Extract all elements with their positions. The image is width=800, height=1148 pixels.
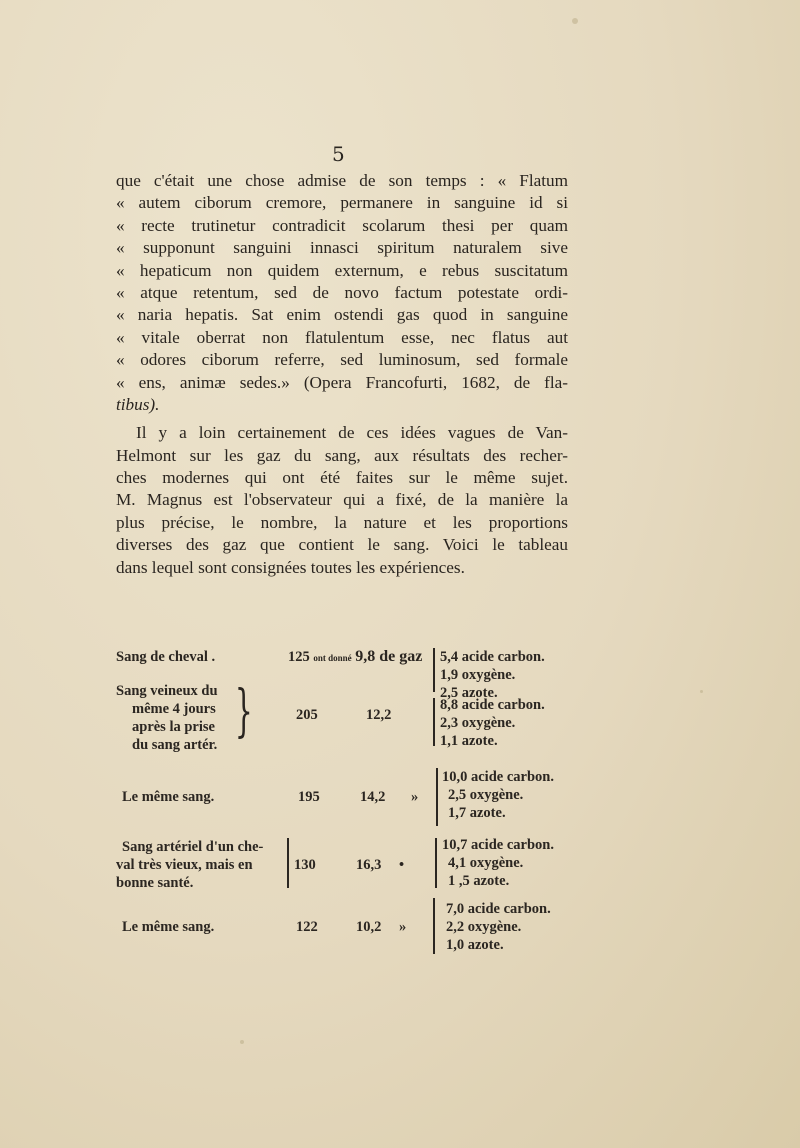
- composition-line: 8,8 acide carbon.: [440, 697, 545, 713]
- row-label-line: Sang de cheval .: [116, 649, 216, 665]
- composition-cell: [440, 648, 545, 702]
- row-divider: [433, 698, 435, 746]
- table-row-label: [116, 682, 218, 754]
- text-line: « vitale oberrat non flatulentum esse, nec flatus aut: [116, 327, 568, 347]
- composition-line: 10,7 acide carbon.: [442, 837, 554, 853]
- text-line: « autem ciborum cremore, permanere in sanguine id si: [116, 193, 568, 213]
- table-row-label: [122, 788, 214, 806]
- row-divider: [287, 838, 289, 888]
- volume-value: 195: [298, 789, 320, 805]
- composition-line: 2,2 oxygène.: [446, 919, 522, 935]
- row-label-line: après la prise: [132, 719, 215, 735]
- row-label-line: Sang veineux du: [116, 683, 218, 699]
- body-text: [116, 170, 568, 579]
- table-row-label: [116, 648, 215, 666]
- composition-line: 7,0 acide carbon.: [446, 901, 551, 917]
- text-line: « ens, animæ sedes.» (Opera Francofurti, 1682, de fla-: [116, 372, 568, 392]
- text-line: « atque retentum, sed de novo factum potestate ordi-: [116, 282, 568, 302]
- paper-speck: [240, 1040, 244, 1044]
- text-line: « recte trutinetur contradicit scolarum thesi per quam: [116, 215, 568, 235]
- table-row-label: [122, 918, 214, 936]
- row-divider: [435, 838, 437, 888]
- gas-value: 16,3 •: [356, 857, 405, 873]
- row-divider: [436, 768, 438, 826]
- composition-line: 1,0 azote.: [446, 937, 504, 953]
- row-label-line: du sang artér.: [132, 737, 218, 753]
- text-line: « hepaticum non quidem externum, e rebus suscitatum: [116, 260, 568, 280]
- text-line: « naria hepatis. Sat enim ostendi gas quod in sanguine: [116, 305, 568, 325]
- composition-line: 4,1 oxygène.: [448, 855, 524, 871]
- composition-cell: [442, 836, 554, 890]
- text-line: ches modernes qui ont été faites sur le même sujet.: [116, 468, 568, 488]
- page-number: 5: [332, 142, 345, 166]
- composition-line: 2,5 azote.: [440, 685, 498, 701]
- composition-line: 1,7 azote.: [448, 805, 506, 821]
- row-label-line: Sang artériel d'un che-: [122, 839, 264, 855]
- composition-line: 1,9 oxygène.: [440, 667, 516, 683]
- text-line: dans lequel sont consignées toutes les expériences.: [116, 557, 465, 577]
- row-label-line: val très vieux, mais en: [116, 857, 253, 873]
- composition-cell: [442, 768, 554, 822]
- ditto-mark: »: [411, 789, 419, 805]
- volume-cell: [288, 648, 422, 667]
- paragraph-magnus: [116, 422, 568, 579]
- volume-value: 130: [294, 857, 316, 873]
- text-line: que c'était une chose admise de son temps : « Flatum: [116, 171, 568, 190]
- text-line: diverses des gaz que contient le sang. Voici le tableau: [116, 535, 568, 555]
- gas-value: 10,2 »: [356, 919, 407, 935]
- text-line: « odores ciborum referre, sed luminosum, sed formale: [116, 350, 568, 370]
- composition-line: 2,5 oxygène.: [448, 787, 524, 803]
- text-line: Il y a loin certainement de ces idées vagues de Van-: [136, 423, 568, 443]
- paragraph-quote: [116, 170, 568, 416]
- paper-speck: [700, 690, 703, 693]
- row-label-line: même 4 jours: [132, 701, 216, 717]
- gave-text: ont donné: [313, 653, 352, 663]
- composition-line: 1 ,5 azote.: [448, 873, 510, 889]
- table-row-label: [116, 838, 263, 892]
- composition-line: 10,0 acide carbon.: [442, 769, 554, 785]
- volume-value: 125: [288, 649, 310, 665]
- row-label-line: bonne santé.: [116, 875, 194, 891]
- text-line: Helmont sur les gaz du sang, aux résultats des recher-: [116, 445, 568, 465]
- text-line: tibus).: [116, 394, 160, 414]
- composition-line: 5,4 acide carbon.: [440, 649, 545, 665]
- volume-value: 122: [296, 919, 318, 935]
- row-label-line: Le même sang.: [122, 789, 215, 805]
- gas-value: 12,2: [366, 707, 392, 723]
- paper-speck: [572, 18, 578, 24]
- volume-value: 205: [296, 707, 318, 723]
- composition-line: 2,3 oxygène.: [440, 715, 516, 731]
- bullet-mark: •: [399, 857, 405, 873]
- text-line: M. Magnus est l'observateur qui a fixé, de la manière la: [116, 490, 568, 510]
- brace-icon: }: [234, 679, 253, 744]
- ditto-mark: »: [399, 919, 407, 935]
- text-line: « supponunt sanguini innasci spiritum naturalem sive: [116, 238, 568, 258]
- text-line: plus précise, le nombre, la nature et les proportions: [116, 512, 568, 532]
- gas-value: 9,8 de gaz: [355, 648, 423, 665]
- row-label-line: Le même sang.: [122, 919, 215, 935]
- composition-cell: [446, 900, 551, 954]
- composition-cell: [440, 696, 545, 750]
- row-divider: [433, 648, 435, 692]
- row-divider: [433, 898, 435, 954]
- composition-line: 1,1 azote.: [440, 733, 498, 749]
- gas-value: 14,2 »: [360, 789, 419, 805]
